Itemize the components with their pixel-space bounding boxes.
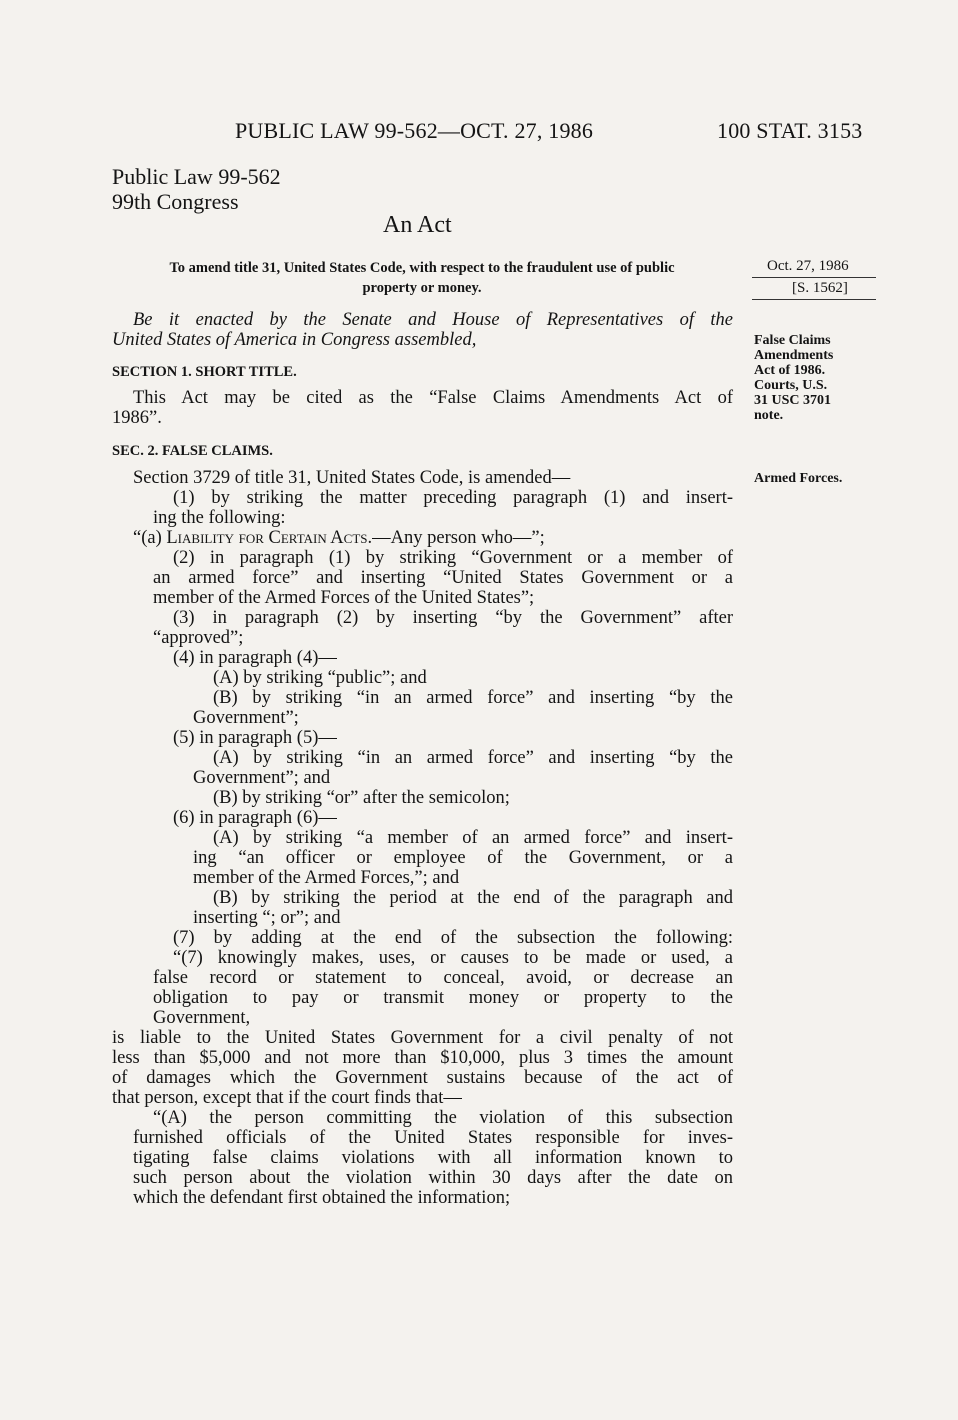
- margin-note-line: note.: [754, 408, 784, 423]
- amendment-5-line-1: (5) in paragraph (5)—: [173, 728, 337, 748]
- law-number: Public Law 99-562: [112, 164, 281, 189]
- penalty-a-line-5: which the defendant first obtained the information;: [133, 1188, 511, 1208]
- penalty-line-3: of damages which the Government sustains because of the act of: [112, 1068, 733, 1088]
- amendment-3-line-2: “approved”;: [153, 628, 244, 648]
- amendment-6a-line-2: ing “an officer or employee of the Government, or a: [193, 848, 733, 868]
- penalty-a-line-3: tigating false claims violations with all information known to: [133, 1148, 733, 1168]
- enacting-clause-line-2: United States of America in Congress assembled,: [112, 330, 477, 350]
- amendment-6a-line-1: (A) by striking “a member of an armed force” and insert-: [213, 828, 733, 848]
- section-1-text-line-2: 1986”.: [112, 408, 162, 428]
- quote-open: “(a): [133, 528, 167, 548]
- margin-note-line: Amendments: [754, 348, 834, 363]
- amendment-7-line-3: false record or statement to conceal, avoid, or decrease an: [153, 968, 733, 988]
- enacting-clause-line-1: Be it enacted by the Senate and House of Representatives of the: [133, 310, 733, 330]
- amendment-2-line-1: (2) in paragraph (1) by striking “Government or a member of: [173, 548, 733, 568]
- section-2-intro: Section 3729 of title 31, United States Code, is amended—: [133, 468, 571, 488]
- penalty-line-4: that person, except that if the court finds that—: [112, 1088, 462, 1108]
- margin-note-line: 31 USC 3701: [754, 393, 832, 408]
- amendment-4b-line-2: Government”;: [193, 708, 299, 728]
- amendment-6b-line-1: (B) by striking the period at the end of the paragraph and: [213, 888, 733, 908]
- penalty-a-line-1: “(A) the person committing the violation of this subsection: [153, 1108, 733, 1128]
- congress-number: 99th Congress: [112, 189, 239, 214]
- section-2-heading: SEC. 2. FALSE CLAIMS.: [112, 443, 273, 459]
- amendment-5a-line-2: Government”; and: [193, 768, 331, 788]
- margin-divider-top: [752, 277, 876, 278]
- amendment-1-quote: [133, 528, 545, 548]
- amendment-5a-line-1: (A) by striking “in an armed force” and inserting “by the: [213, 748, 733, 768]
- margin-divider-bottom: [752, 299, 876, 300]
- amendment-6-line-1: (6) in paragraph (6)—: [173, 808, 337, 828]
- amendment-7-line-4: obligation to pay or transmit money or property to the: [153, 988, 733, 1008]
- margin-note-line: Courts, U.S.: [754, 378, 828, 393]
- penalty-a-line-4: such person about the violation within 30 days after the date on: [133, 1168, 733, 1188]
- amendment-7-line-1: (7) by adding at the end of the subsection the following:: [173, 928, 733, 948]
- amendment-3-line-1: (3) in paragraph (2) by inserting “by the Government” after: [173, 608, 733, 628]
- running-header-left: PUBLIC LAW 99-562—OCT. 27, 1986: [235, 118, 594, 143]
- margin-bill-number: [S. 1562]: [792, 280, 848, 296]
- margin-note-line: Act of 1986.: [754, 363, 826, 378]
- margin-armed-forces: Armed Forces.: [754, 471, 843, 486]
- amendment-1-line-1: (1) by striking the matter preceding paragraph (1) and insert-: [173, 488, 733, 508]
- margin-note-line: False Claims: [754, 333, 831, 348]
- amendment-4b-line-1: (B) by striking “in an armed force” and inserting “by the: [213, 688, 733, 708]
- amendment-7-line-5: Government,: [153, 1008, 251, 1028]
- long-title-line-2: property or money.: [362, 280, 482, 296]
- amendment-4a: (A) by striking “public”; and: [213, 668, 427, 688]
- quote-close: .—Any person who—”;: [367, 528, 545, 548]
- act-heading: An Act: [383, 212, 452, 238]
- amendment-2-line-2: an armed force” and inserting “United States Government or a: [153, 568, 733, 588]
- amendment-5b: (B) by striking “or” after the semicolon;: [213, 788, 510, 808]
- amendment-1-line-2: ing the following:: [153, 508, 286, 528]
- margin-date: Oct. 27, 1986: [767, 258, 849, 274]
- amendment-6a-line-3: member of the Armed Forces,”; and: [193, 868, 460, 888]
- running-header-right: 100 STAT. 3153: [717, 118, 863, 143]
- penalty-line-2: less than $5,000 and not more than $10,000, plus 3 times the amount: [112, 1048, 733, 1068]
- quote-heading-small-caps: Liability for Certain Acts: [166, 528, 368, 548]
- long-title: [112, 258, 732, 298]
- penalty-line-1: is liable to the United States Government for a civil penalty of not: [112, 1028, 733, 1048]
- amendment-7-line-2: “(7) knowingly makes, uses, or causes to be made or used, a: [173, 948, 733, 968]
- margin-short-title-note: [754, 333, 833, 423]
- amendment-6b-line-2: inserting “; or”; and: [193, 908, 341, 928]
- amendment-2-line-3: member of the Armed Forces of the United States”;: [153, 588, 535, 608]
- section-1-text-line-1: This Act may be cited as the “False Claims Amendments Act of: [133, 388, 733, 408]
- long-title-line-1: To amend title 31, United States Code, with respect to the fraudulent use of public: [169, 260, 675, 276]
- section-1-heading: SECTION 1. SHORT TITLE.: [112, 364, 297, 380]
- amendment-4-line-1: (4) in paragraph (4)—: [173, 648, 337, 668]
- penalty-a-line-2: furnished officials of the United States responsible for inves-: [133, 1128, 733, 1148]
